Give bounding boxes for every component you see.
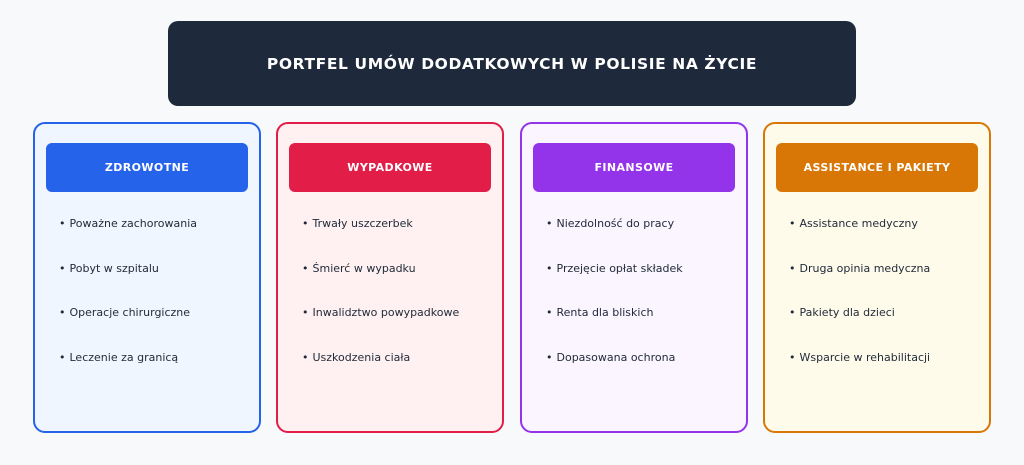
item-label: Dopasowana ochrona: [556, 351, 676, 365]
item-label: Uszkodzenia ciała: [312, 351, 411, 365]
list-item: [546, 217, 683, 262]
bullet-icon: •: [789, 306, 796, 320]
bullet-icon: •: [302, 217, 309, 230]
item-label: Przejęcie opłat składek: [556, 261, 683, 275]
list-item: [789, 306, 930, 351]
item-label: Poważne zachorowania: [69, 217, 197, 230]
bullet-icon: •: [789, 351, 796, 365]
bullet-icon: •: [59, 217, 66, 230]
item-label: Assistance medyczny: [799, 217, 918, 230]
bullet-icon: •: [59, 261, 66, 275]
category-header: [533, 143, 735, 192]
category-header: [776, 143, 978, 192]
list-item: [59, 351, 197, 396]
item-label: Operacje chirurgiczne: [69, 306, 191, 320]
item-label: Inwalidztwo powypadkowe: [312, 306, 460, 320]
item-label: Trwały uszczerbek: [312, 217, 413, 230]
bullet-icon: •: [302, 306, 309, 320]
category-title: ASSISTANCE I PAKIETY: [803, 161, 951, 174]
item-list: [59, 217, 197, 396]
list-item: [302, 306, 459, 351]
list-item: [302, 217, 459, 262]
list-item: [789, 262, 930, 307]
category-card-wypadkowe: [276, 122, 504, 433]
category-header: [289, 143, 491, 192]
category-title: WYPADKOWE: [347, 161, 433, 174]
title-banner: [168, 21, 856, 106]
list-item: [546, 351, 683, 396]
category-title: ZDROWOTNE: [104, 161, 190, 174]
item-label: Renta dla bliskich: [556, 306, 654, 320]
bullet-icon: •: [546, 306, 553, 320]
list-item: [789, 217, 930, 262]
bullet-icon: •: [546, 261, 553, 275]
list-item: [546, 306, 683, 351]
diagram-title: PORTFEL UMÓW DODATKOWYCH W POLISIE NA ŻYCIE: [266, 54, 758, 73]
item-label: Pobyt w szpitalu: [69, 261, 159, 275]
list-item: [302, 351, 459, 396]
bullet-icon: •: [789, 261, 796, 275]
item-label: Leczenie za granicą: [69, 351, 179, 365]
list-item: [59, 262, 197, 307]
bullet-icon: •: [302, 351, 309, 365]
item-label: Wsparcie w rehabilitacji: [799, 351, 931, 365]
bullet-icon: •: [546, 351, 553, 365]
list-item: [789, 351, 930, 396]
item-label: Śmierć w wypadku: [312, 261, 416, 275]
category-header: [46, 143, 248, 192]
item-label: Druga opinia medyczna: [799, 261, 931, 275]
list-item: [302, 262, 459, 307]
category-card-zdrowotne: [33, 122, 261, 433]
item-list: [789, 217, 930, 396]
bullet-icon: •: [59, 351, 66, 365]
bullet-icon: •: [546, 217, 553, 230]
item-label: Pakiety dla dzieci: [799, 306, 895, 320]
category-card-assistance: [763, 122, 991, 433]
bullet-icon: •: [789, 217, 796, 230]
bullet-icon: •: [302, 261, 309, 275]
category-title: FINANSOWE: [594, 161, 674, 174]
category-card-finansowe: [520, 122, 748, 433]
item-list: [302, 217, 459, 396]
bullet-icon: •: [59, 306, 66, 320]
list-item: [59, 306, 197, 351]
list-item: [546, 262, 683, 307]
item-list: [546, 217, 683, 396]
list-item: [59, 217, 197, 262]
item-label: Niezdolność do pracy: [556, 217, 675, 230]
